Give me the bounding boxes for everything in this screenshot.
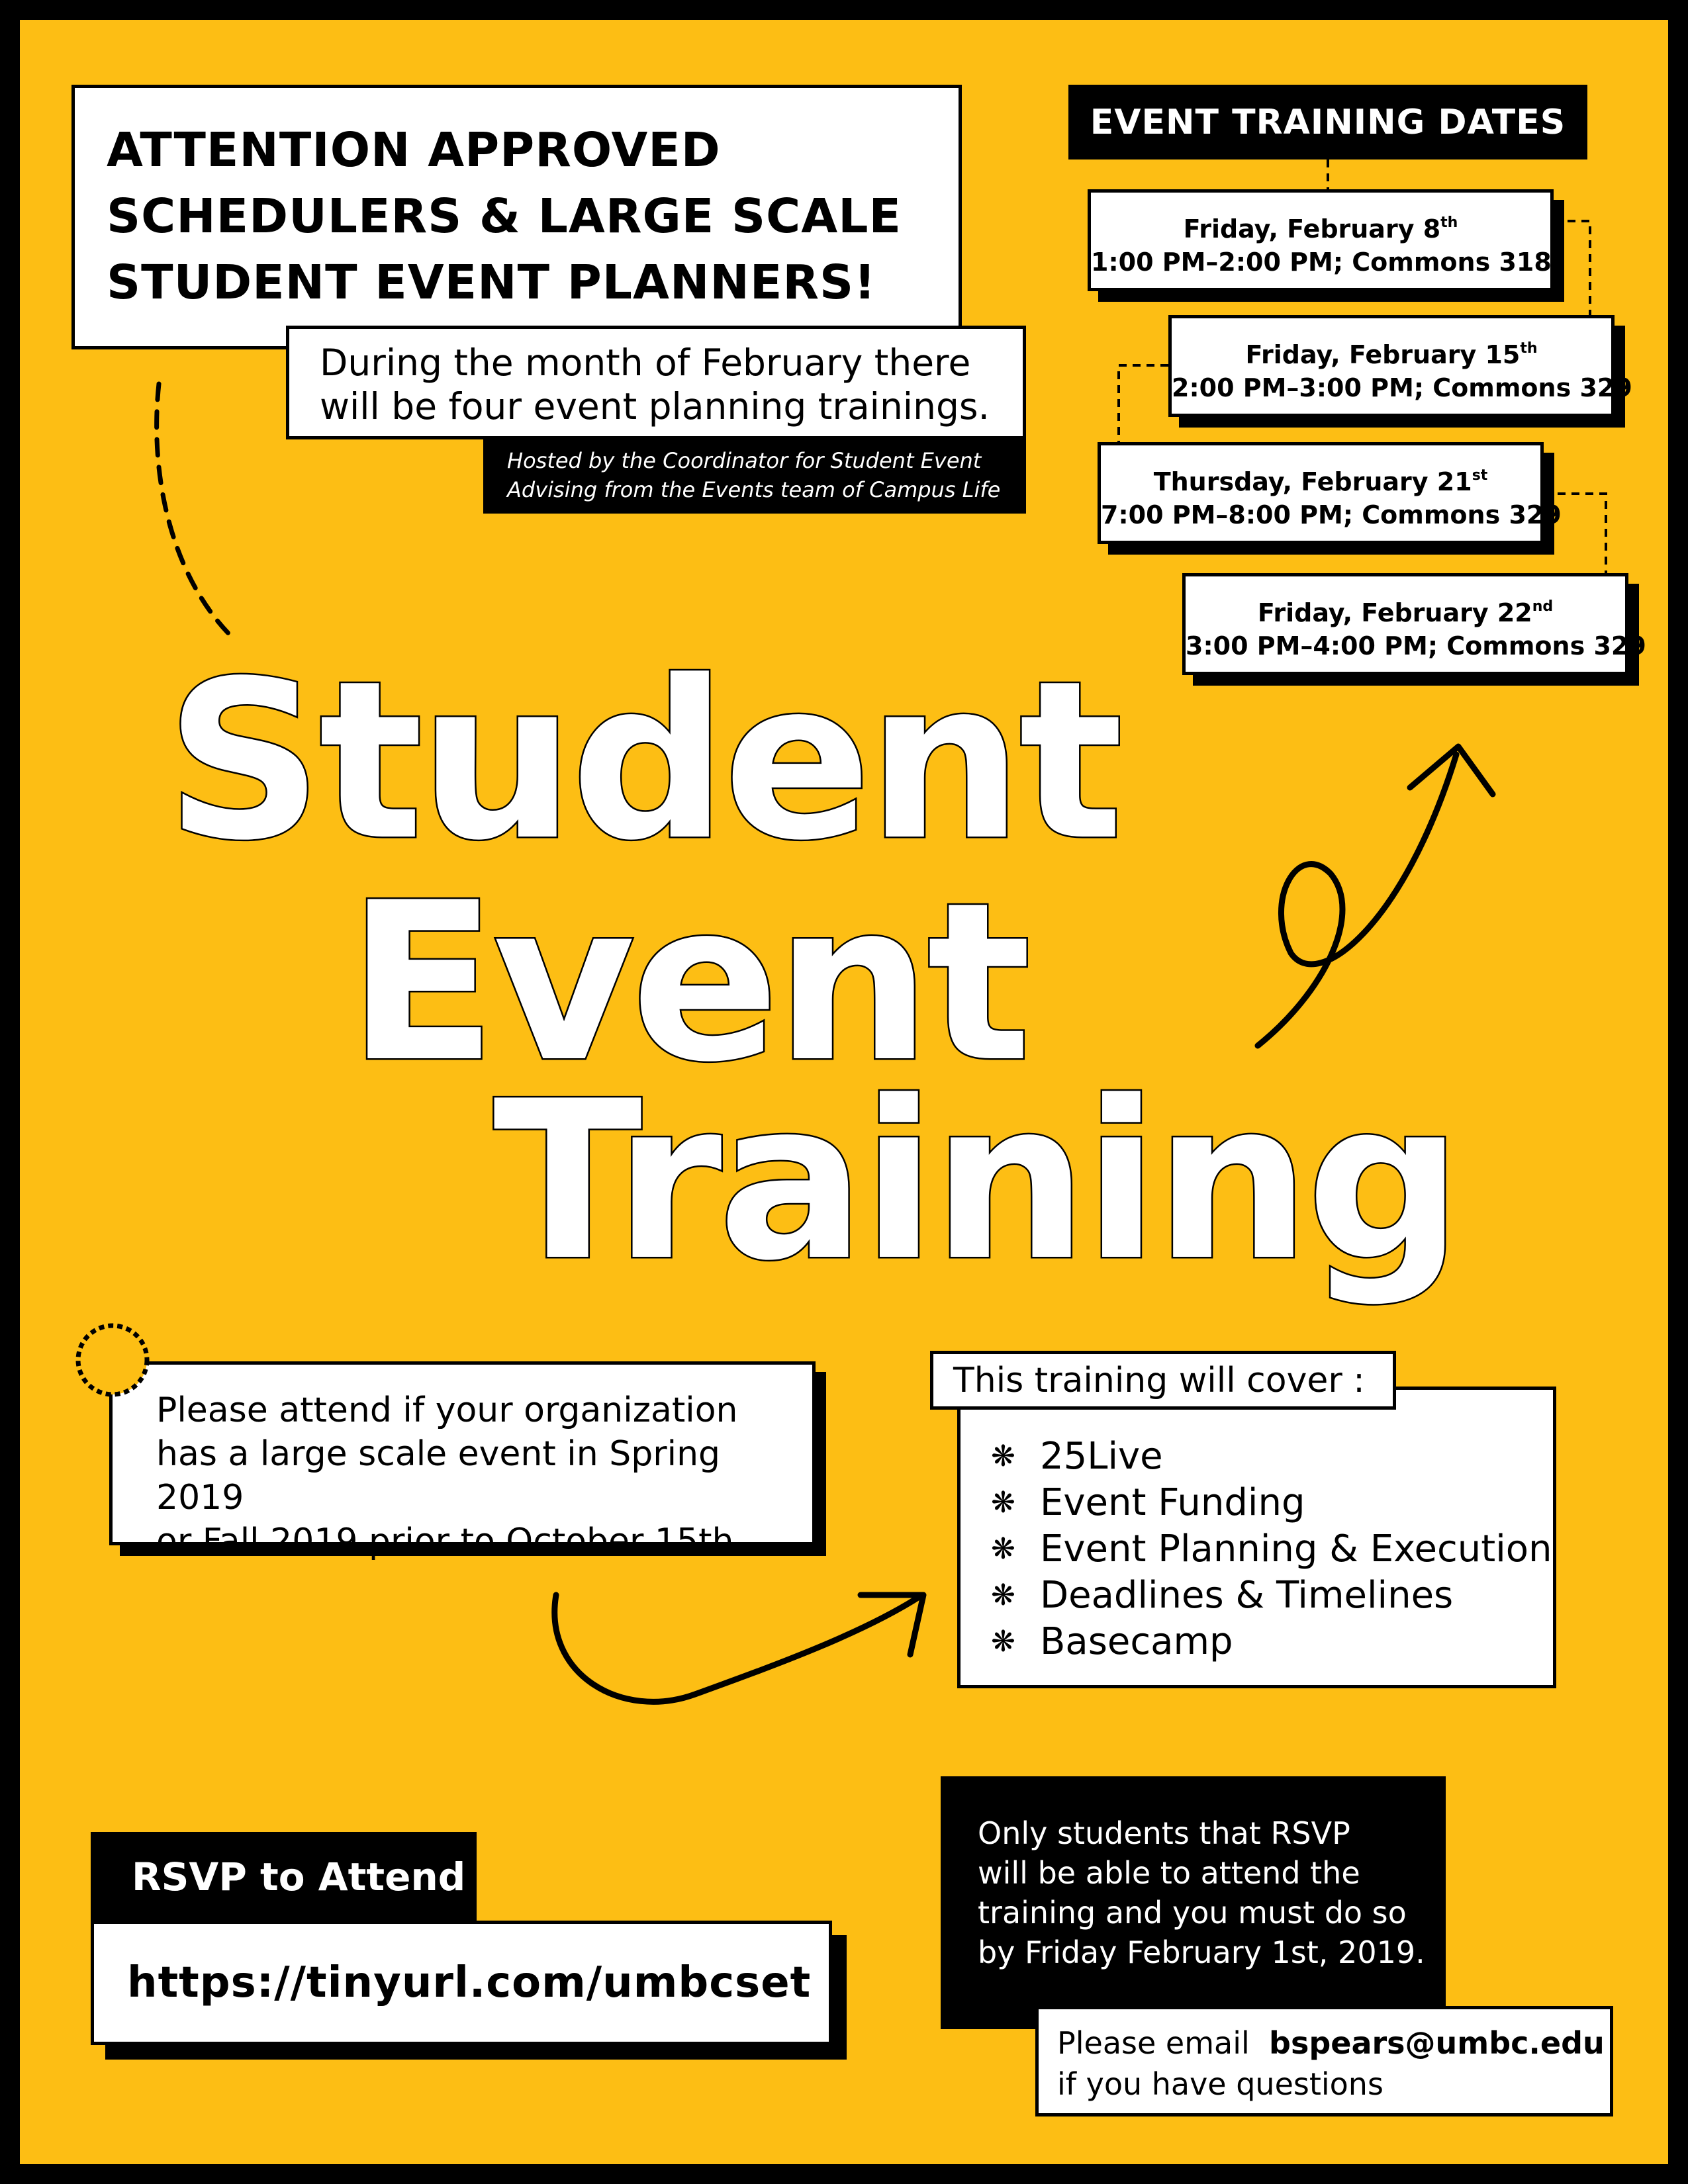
title-event: Event	[348, 856, 1028, 1110]
bullet-star-icon: ❋	[991, 1625, 1015, 1659]
cover-item-2-label: Event Funding	[1040, 1481, 1305, 1524]
contact-suffix: if you have questions	[1057, 2066, 1383, 2102]
dates-header	[1068, 85, 1587, 159]
cover-item-1-label: 25Live	[1040, 1435, 1163, 1478]
cover-item-5	[991, 1619, 1553, 1665]
dates-header-text: EVENT TRAINING DATES	[1090, 102, 1566, 142]
bullet-star-icon: ❋	[991, 1578, 1015, 1612]
date-2-day: Friday, February 15th	[1245, 340, 1538, 369]
cover-item-4-label: Deadlines & Timelines	[1040, 1574, 1454, 1617]
rsvp-url-link[interactable]: https://tinyurl.com/umbcset	[127, 1958, 812, 2007]
headline-line-3: STUDENT EVENT PLANNERS!	[107, 255, 876, 310]
cover-item-2	[991, 1480, 1553, 1526]
date-3-day: Thursday, February 21st	[1153, 467, 1488, 496]
date-1-suffix: th	[1440, 214, 1458, 231]
rsvp-notice	[941, 1776, 1446, 2029]
notice-line-3: training and you must do so	[978, 1895, 1407, 1931]
date-2-suffix: th	[1520, 340, 1538, 357]
cover-item-5-label: Basecamp	[1040, 1620, 1233, 1663]
date-4-details: 3:00 PM–4:00 PM; Commons 329	[1186, 631, 1646, 660]
contact-email-link[interactable]: bspears@umbc.edu	[1269, 2025, 1605, 2061]
intro-box	[286, 326, 1026, 439]
date-4-suffix: nd	[1532, 598, 1554, 615]
date-card-2	[1168, 315, 1632, 417]
attend-line-3: or Fall 2019 prior to October 15th.	[156, 1522, 745, 1561]
date-2-details: 2:00 PM–3:00 PM; Commons 329	[1172, 373, 1632, 402]
bullet-star-icon: ❋	[991, 1486, 1015, 1520]
notice-line-1: Only students that RSVP	[978, 1815, 1350, 1851]
rsvp-label-text: RSVP to Attend	[132, 1854, 466, 1899]
title-training: Training	[493, 1054, 1459, 1308]
bullet-star-icon: ❋	[991, 1532, 1015, 1566]
contact-box	[1035, 2006, 1613, 2116]
bullet-star-icon: ❋	[991, 1439, 1015, 1473]
date-1-day: Friday, February 8th	[1183, 214, 1458, 244]
headline-box	[71, 85, 962, 349]
cover-item-4	[991, 1572, 1553, 1619]
cover-item-1	[991, 1433, 1553, 1480]
hosted-line-1: Hosted by the Coordinator for Student Event	[507, 448, 982, 473]
notice-line-2: will be able to attend the	[978, 1855, 1360, 1891]
cover-item-3	[991, 1526, 1553, 1572]
rsvp-label	[91, 1832, 477, 1922]
date-3-details: 7:00 PM–8:00 PM; Commons 329	[1101, 500, 1562, 529]
intro-line-2: will be four event planning trainings.	[320, 385, 990, 428]
contact-prefix: Please email	[1057, 2025, 1250, 2061]
attend-box	[109, 1361, 816, 1561]
cover-label	[930, 1351, 1396, 1410]
cover-box	[957, 1387, 1556, 1688]
title-student: Student	[165, 634, 1120, 888]
cover-item-3-label: Event Planning & Execution	[1040, 1527, 1552, 1570]
date-3-suffix: st	[1472, 467, 1488, 484]
date-4-day: Friday, February 22nd	[1257, 598, 1554, 627]
cover-label-text: This training will cover :	[953, 1360, 1365, 1400]
hosted-line-2: Advising from the Events team of Campus Life	[507, 477, 1001, 502]
hosted-label	[483, 439, 1026, 514]
headline-line-1: ATTENTION APPROVED	[107, 122, 721, 177]
intro-line-1: During the month of February there	[320, 341, 971, 384]
date-card-1	[1088, 189, 1554, 291]
rsvp-url-box	[91, 1921, 832, 2045]
date-1-details: 1:00 PM–2:00 PM; Commons 318	[1091, 248, 1552, 277]
contact-line-1	[1057, 2023, 1610, 2064]
date-card-4	[1182, 573, 1646, 675]
attend-line-1: Please attend if your organization	[156, 1390, 738, 1430]
attend-line-2: has a large scale event in Spring 2019	[156, 1434, 721, 1518]
headline-line-2: SCHEDULERS & LARGE SCALE	[107, 189, 902, 244]
date-card-3	[1098, 442, 1562, 544]
notice-line-4: by Friday February 1st, 2019.	[978, 1934, 1425, 1970]
